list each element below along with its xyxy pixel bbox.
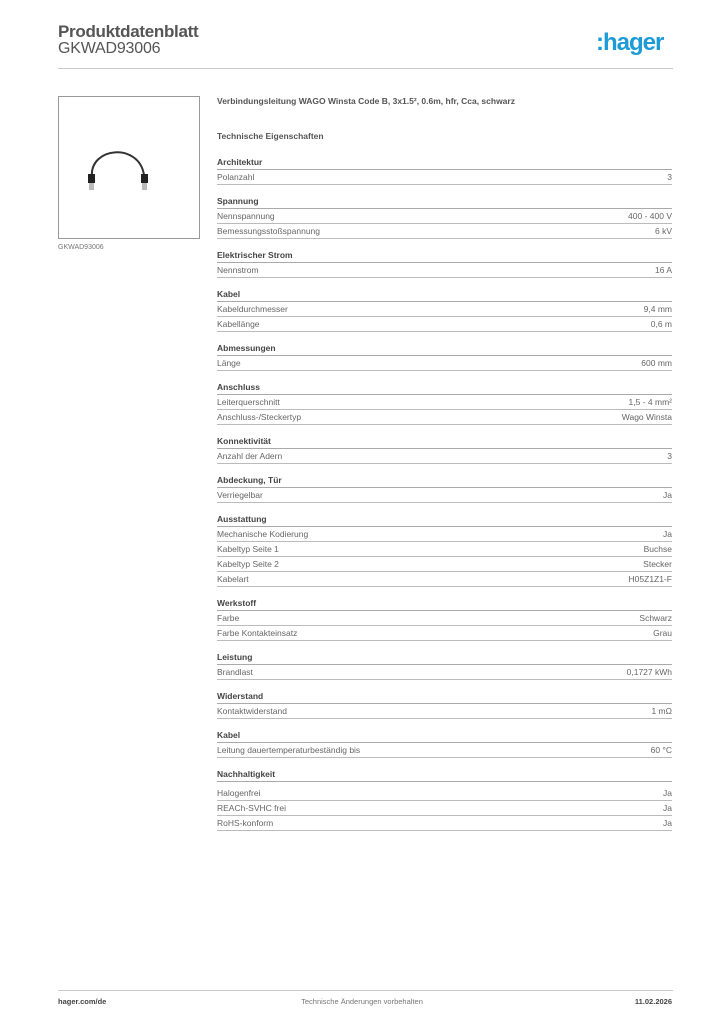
property-section — [217, 434, 672, 464]
header-divider — [58, 68, 673, 69]
property-section — [217, 767, 672, 831]
property-section — [217, 689, 672, 719]
product-code: GKWAD93006 — [58, 40, 161, 57]
property-label: Polanzahl — [217, 172, 255, 182]
property-section — [217, 380, 672, 425]
property-section — [217, 155, 672, 185]
section-heading: Werkstoff — [217, 596, 672, 611]
property-row — [217, 410, 672, 425]
property-label: Leitung dauertemperaturbeständig bis — [217, 745, 361, 755]
section-heading: Leistung — [217, 650, 672, 665]
property-row — [217, 527, 672, 542]
property-value: Ja — [663, 803, 672, 813]
property-section — [217, 728, 672, 758]
property-value: 3 — [667, 172, 672, 182]
footer-date: 11.02.2026 — [634, 997, 672, 1006]
property-row — [217, 801, 672, 816]
property-row — [217, 626, 672, 641]
property-section — [217, 512, 672, 587]
property-section — [217, 194, 672, 239]
section-heading: Abdeckung, Tür — [217, 473, 672, 488]
property-value: 0,1727 kWh — [626, 667, 672, 677]
property-label: Kabellänge — [217, 319, 260, 329]
section-heading: Abmessungen — [217, 341, 672, 356]
property-value: 0,6 m — [650, 319, 672, 329]
property-value: Stecker — [643, 559, 672, 569]
property-row — [217, 665, 672, 680]
property-value: Ja — [663, 490, 672, 500]
property-label: Kabeldurchmesser — [217, 304, 288, 314]
footer-website[interactable]: hager.com/de — [58, 997, 107, 1006]
section-heading: Architektur — [217, 155, 672, 170]
property-label: Halogenfrei — [217, 788, 261, 798]
product-image — [58, 96, 200, 239]
property-label: Brandlast — [217, 667, 253, 677]
property-row — [217, 302, 672, 317]
image-caption: GKWAD93006 — [58, 244, 104, 251]
property-value: Buchse — [643, 544, 672, 554]
section-heading: Nachhaltigkeit — [217, 767, 672, 782]
property-row — [217, 816, 672, 831]
property-value: 1,5 - 4 mm² — [628, 397, 672, 407]
property-row — [217, 356, 672, 371]
footer-notice: Technische Änderungen vorbehalten — [301, 997, 423, 1006]
property-row — [217, 704, 672, 719]
section-heading: Konnektivität — [217, 434, 672, 449]
property-row — [217, 209, 672, 224]
property-row — [217, 170, 672, 185]
property-label: Mechanische Kodierung — [217, 529, 309, 539]
property-label: Farbe Kontakteinsatz — [217, 628, 298, 638]
property-value: Wago Winsta — [621, 412, 672, 422]
section-heading: Ausstattung — [217, 512, 672, 527]
property-value: 3 — [667, 451, 672, 461]
property-label: Anschluss-/Steckertyp — [217, 412, 302, 422]
property-value: 9,4 mm — [643, 304, 672, 314]
property-row — [217, 786, 672, 801]
property-row — [217, 263, 672, 278]
property-value: Grau — [653, 628, 672, 638]
property-label: Farbe — [217, 613, 240, 623]
property-value: 6 kV — [654, 226, 672, 236]
property-value: Ja — [663, 818, 672, 828]
property-value: 16 A — [654, 265, 672, 275]
property-row — [217, 557, 672, 572]
property-value: 60 °C — [650, 745, 672, 755]
section-heading: Kabel — [217, 728, 672, 743]
section-title: Technische Eigenschaften — [217, 131, 324, 141]
property-row — [217, 542, 672, 557]
property-section — [217, 341, 672, 371]
property-section — [217, 650, 672, 680]
property-row — [217, 395, 672, 410]
property-section — [217, 473, 672, 503]
property-value: Ja — [663, 788, 672, 798]
property-label: Kontaktwiderstand — [217, 706, 287, 716]
property-row — [217, 611, 672, 626]
section-heading: Widerstand — [217, 689, 672, 704]
property-section — [217, 596, 672, 641]
property-label: REACh-SVHC frei — [217, 803, 286, 813]
section-heading: Anschluss — [217, 380, 672, 395]
property-row — [217, 224, 672, 239]
property-row — [217, 572, 672, 587]
property-row — [217, 488, 672, 503]
property-value: Schwarz — [639, 613, 672, 623]
property-label: Länge — [217, 358, 241, 368]
property-section — [217, 287, 672, 332]
product-description: Verbindungsleitung WAGO Winsta Code B, 3x1.5², 0.6m, hfr, Cca, schwarz — [217, 96, 515, 106]
property-value: H05Z1Z1-F — [628, 574, 672, 584]
property-row — [217, 317, 672, 332]
property-value: 400 - 400 V — [628, 211, 672, 221]
property-value: 1 mΩ — [651, 706, 672, 716]
property-label: Leiterquerschnitt — [217, 397, 280, 407]
hager-logo: :hager — [596, 29, 664, 56]
section-heading: Kabel — [217, 287, 672, 302]
property-label: Kabeltyp Seite 1 — [217, 544, 279, 554]
footer-divider — [58, 990, 673, 991]
page-title: Produktdatenblatt — [58, 22, 199, 41]
property-row — [217, 743, 672, 758]
property-label: Kabeltyp Seite 2 — [217, 559, 279, 569]
property-label: Nennstrom — [217, 265, 259, 275]
property-label: RoHS-konform — [217, 818, 274, 828]
properties-table — [217, 155, 672, 840]
cable-icon — [59, 97, 199, 238]
property-label: Nennspannung — [217, 211, 275, 221]
section-heading: Spannung — [217, 194, 672, 209]
property-label: Verriegelbar — [217, 490, 263, 500]
property-label: Kabelart — [217, 574, 249, 584]
section-heading: Elektrischer Strom — [217, 248, 672, 263]
property-value: Ja — [663, 529, 672, 539]
property-section — [217, 248, 672, 278]
property-label: Anzahl der Adern — [217, 451, 283, 461]
property-label: Bemessungsstoßspannung — [217, 226, 321, 236]
property-row — [217, 449, 672, 464]
property-value: 600 mm — [641, 358, 672, 368]
